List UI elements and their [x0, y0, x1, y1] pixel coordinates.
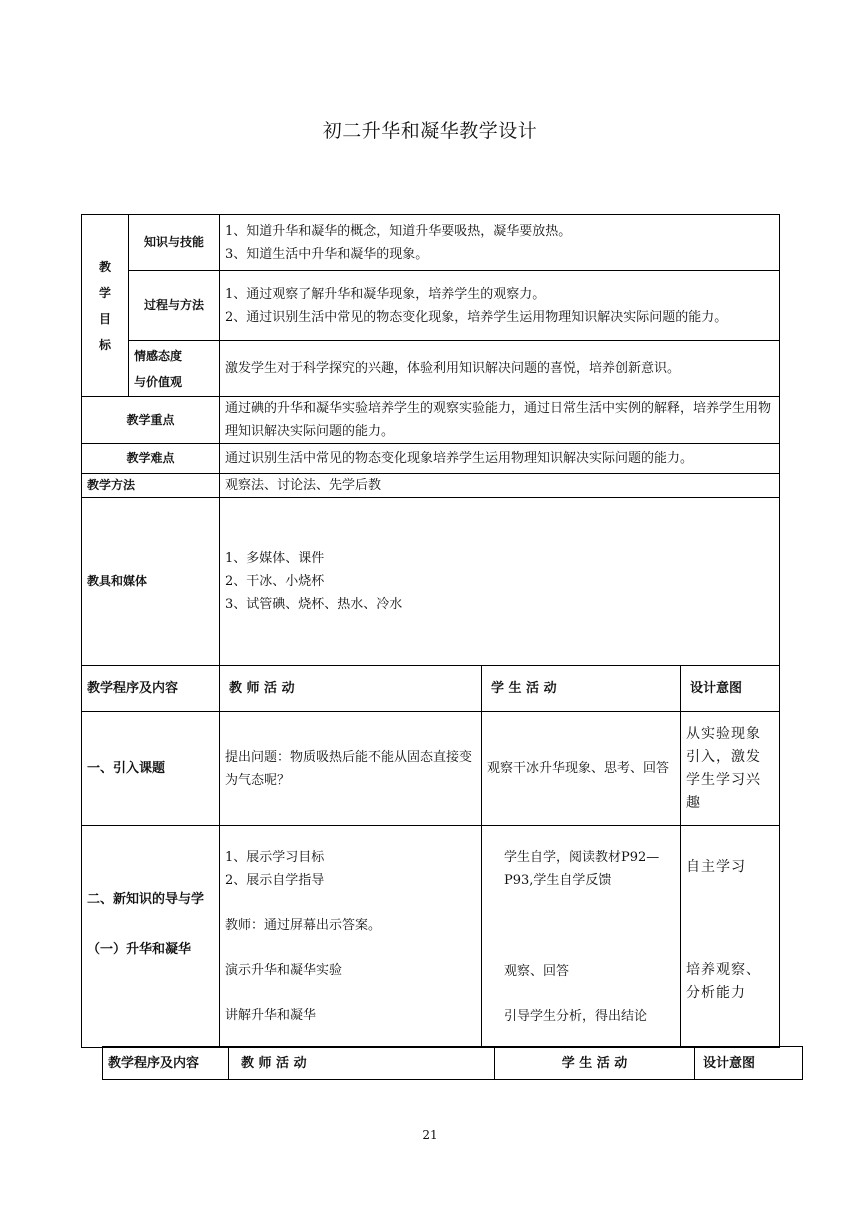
step1-student: 观察干冰升华现象、思考、回答	[482, 712, 681, 826]
step2-intent: 自主学习 培养观察、分析能力	[681, 826, 780, 1048]
page-number: 21	[422, 1128, 438, 1142]
footer-header-teacher: 教 师 活 动	[229, 1047, 495, 1080]
method-label: 教学方法	[82, 474, 220, 498]
goal-knowledge-label: 知识与技能	[129, 215, 220, 271]
media-text: 1、多媒体、课件 2、干冰、小烧杯 3、试管碘、烧杯、热水、冷水	[220, 498, 780, 666]
key-point-label: 教学重点	[82, 397, 220, 444]
goal-process-label: 过程与方法	[129, 271, 220, 341]
footer-header-intent: 设计意图	[695, 1047, 803, 1080]
goals-label: 教 学 目 标	[82, 215, 129, 397]
method-text: 观察法、讨论法、先学后教	[220, 474, 780, 498]
lesson-plan-table	[81, 214, 780, 1048]
footer-header-content: 教学程序及内容	[103, 1047, 229, 1080]
goal-emotion-label: 情感态度 与价值观	[129, 341, 220, 397]
step1-teacher: 提出问题：物质吸热后能不能从固态直接变为气态呢？	[220, 712, 482, 826]
footer-header-student: 学 生 活 动	[495, 1047, 695, 1080]
difficulty-label: 教学难点	[82, 444, 220, 474]
step1-intent: 从实验现象引入，激发学生学习兴趣	[681, 712, 780, 826]
difficulty-text: 通过识别生活中常见的物态变化现象培养学生运用物理知识解决实际问题的能力。	[220, 444, 780, 474]
procedure-header-teacher: 教 师 活 动	[220, 666, 482, 712]
document-title: 初二升华和凝华教学设计	[322, 120, 538, 142]
procedure-header-content: 教学程序及内容	[82, 666, 220, 712]
step2-student: 学生自学，阅读教材P92—P93,学生自学反馈 观察、回答 引导学生分析，得出结论	[482, 826, 681, 1048]
step1-name: 一、引入课题	[82, 712, 220, 826]
media-label: 教具和媒体	[82, 498, 220, 666]
step2-teacher: 1、展示学习目标 2、展示自学指导 教师：通过屏幕出示答案。 演示升华和凝华实验 讲解升华和凝华	[220, 826, 482, 1048]
goal-process-text: 1、通过观察了解升华和凝华现象，培养学生的观察力。 2、通过识别生活中常见的物态变化现象，培养学生运用物理知识解决实际问题的能力。	[220, 271, 780, 341]
goal-emotion-text: 激发学生对于科学探究的兴趣，体验利用知识解决问题的喜悦，培养创新意识。	[220, 341, 780, 397]
step2-name: 二、新知识的导与学 （一）升华和凝华	[82, 826, 220, 1048]
key-point-text: 通过碘的升华和凝华实验培养学生的观察实验能力，通过日常生活中实例的解释，培养学生用物理知识解决实际问题的能力。	[220, 397, 780, 444]
goal-knowledge-text: 1、知道升华和凝华的概念，知道升华要吸热，凝华要放热。 3、知道生活中升华和凝华的现象。	[220, 215, 780, 271]
continuation-header-table	[102, 1046, 803, 1080]
procedure-header-intent: 设计意图	[681, 666, 780, 712]
procedure-header-student: 学 生 活 动	[482, 666, 681, 712]
